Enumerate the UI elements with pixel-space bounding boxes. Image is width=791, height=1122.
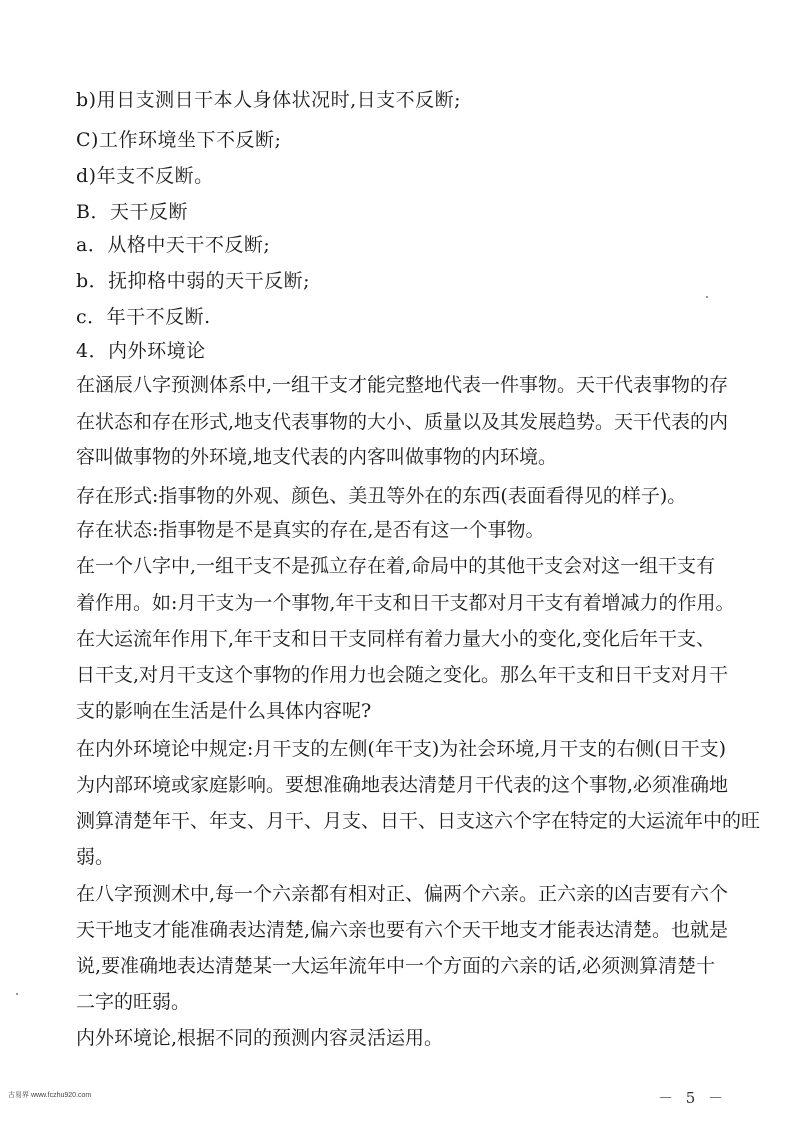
text-line: c．年干不反断.: [76, 306, 211, 328]
site-watermark: 古易界 www.fczhu920.com: [8, 1092, 92, 1099]
paragraph-line: 在大运流年作用下,年干支和日干支同样有着力量大小的变化,变化后年干支、: [76, 628, 716, 650]
paragraph-line: 在涵辰八字预测体系中,一组干支才能完整地代表一件事物。天干代表事物的存: [76, 374, 729, 396]
paragraph-line: 在状态和存在形式,地支代表事物的大小、质量以及其发展趋势。天干代表的内: [76, 411, 729, 433]
paragraph-line: 二字的旺弱。: [76, 991, 191, 1013]
text-line: C)工作环境坐下不反断;: [76, 129, 282, 151]
scan-speck: [706, 296, 708, 298]
paragraph-line: 在八字预测术中,每一个六亲都有相对正、偏两个六亲。正六亲的凶吉要有六个: [76, 883, 729, 905]
paragraph-line: 存在状态:指事物是不是真实的存在,是否有这一个事物。: [76, 519, 545, 541]
text-line: d)年支不反断。: [76, 165, 214, 187]
section-heading: 4．内外环境论: [76, 340, 206, 362]
paragraph-line: 着作用。如:月干支为一个事物,年干支和日干支都对月干支有着增减力的作用。: [76, 592, 735, 614]
paragraph-line: 测算清楚年干、年支、月干、月支、日干、日支这六个字在特定的大运流年中的旺: [76, 810, 761, 832]
paragraph-line: 在内外环境论中规定:月干支的左侧(年干支)为社会环境,月干支的右侧(日干支): [76, 738, 727, 760]
text-line: B．天干反断: [76, 201, 188, 223]
scan-speck: [16, 993, 18, 995]
text-line: b．抚抑格中弱的天干反断;: [76, 270, 311, 292]
text-line: b)用日支测日干本人身体状况时,日支不反断;: [76, 89, 462, 111]
paragraph-line: 内外环境论,根据不同的预测内容灵活运用。: [76, 1027, 444, 1049]
paragraph-line: 天干地支才能准确表达清楚,偏六亲也要有六个天干地支才能表达清楚。也就是: [76, 919, 729, 941]
paragraph-line: 弱。: [76, 846, 115, 868]
paragraph-line: 日干支,对月干支这个事物的作用力也会随之变化。那么年干支和日干支对月干: [76, 664, 729, 686]
paragraph-line: 容叫做事物的外环境,地支代表的内客叫做事物的内环境。: [76, 446, 558, 468]
paragraph-line: 存在形式:指事物的外观、颜色、美丑等外在的东西(表面看得见的样子)。: [76, 485, 687, 507]
paragraph-line: 支的影响在生活是什么具体内容呢?: [76, 700, 372, 722]
page-number: － 5 －: [658, 1089, 728, 1107]
paragraph-line: 为内部环境或家庭影响。要想准确地表达清楚月干代表的这个事物,必须准确地: [76, 774, 729, 796]
paragraph-line: 说,要准确地表达清楚某一大运年流年中一个方面的六亲的话,必须测算清楚十: [76, 955, 716, 977]
text-line: a．从格中天干不反断;: [76, 234, 271, 256]
paragraph-line: 在一个八字中,一组干支不是孤立存在着,命局中的其他干支会对这一组干支有: [76, 555, 716, 577]
